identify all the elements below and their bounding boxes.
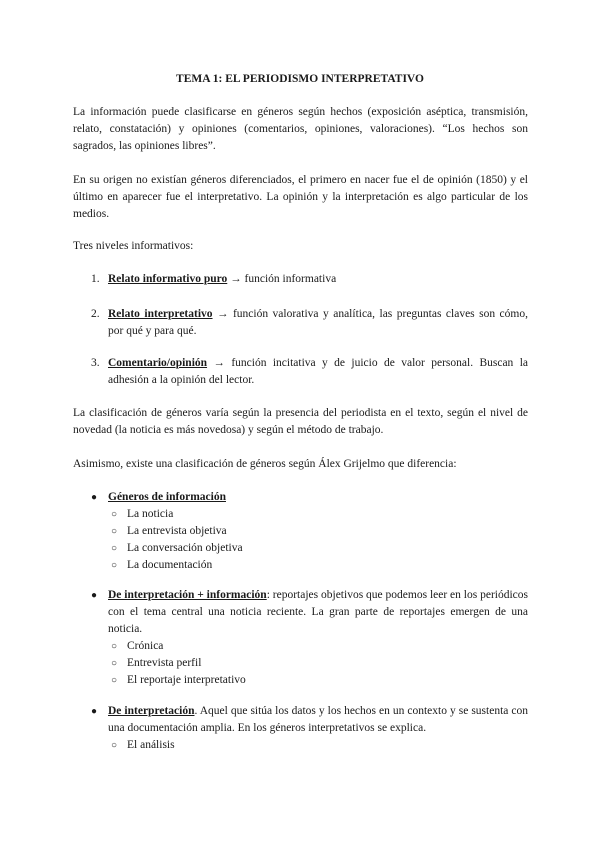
- level-label: Relato informativo puro: [108, 273, 228, 285]
- level-number: 2.: [91, 308, 100, 320]
- level-item-3: [91, 355, 528, 389]
- level-number: 3.: [91, 357, 100, 369]
- list-item: ○ La entrevista objetiva: [108, 523, 528, 540]
- classification-paragraph: La clasificación de géneros varía según la presencia del periodista en el texto, según el nivel de novedad (la noticia es más novedosa) y según el método de trabajo.: [73, 407, 528, 436]
- level-number: 1.: [91, 273, 100, 285]
- list-item: ○ La conversación objetiva: [108, 540, 528, 557]
- genre-label: De interpretación + información: [108, 589, 267, 601]
- bullet-icon: ●: [91, 492, 98, 503]
- circle-bullet-icon: ○: [111, 509, 118, 520]
- list-item: ○ La noticia: [108, 506, 528, 523]
- genre-sublist: [108, 638, 528, 689]
- intro-paragraph: La información puede clasificarse en géneros según hechos (exposición aséptica, transmisión, relato, constatación) y opiniones (comentarios, opiniones, valoraciones). “Los hechos son sagrados, las opiniones libres”.: [73, 106, 528, 152]
- genre-item-interpretation: [91, 703, 528, 766]
- circle-bullet-icon: ○: [111, 560, 118, 571]
- origin-paragraph: En su origen no existían géneros diferenciados, el primero en nacer fue el de opinión (1850) y el último en aparecer fue el interpretativo. La opinión y la interpretación es algo particular de los medios.: [73, 174, 528, 220]
- level-label: Relato interpretativo: [108, 308, 213, 320]
- list-item: ○ La documentación: [108, 557, 528, 574]
- level-text: → función informativa: [227, 273, 337, 285]
- circle-bullet-icon: ○: [111, 658, 118, 669]
- genre-item-interpretation-information: [91, 587, 528, 701]
- level-text: → función valorativa y analítica, las preguntas claves son cómo, por qué y para qué.: [108, 308, 528, 337]
- circle-bullet-icon: ○: [111, 543, 118, 554]
- list-item: ○ Entrevista perfil: [108, 655, 528, 672]
- genre-label: De interpretación: [108, 705, 195, 717]
- circle-bullet-icon: ○: [111, 740, 118, 751]
- list-item: ○ El reportaje interpretativo: [108, 672, 528, 689]
- genre-item-information: [91, 489, 528, 586]
- level-label: Comentario/opinión: [108, 357, 208, 369]
- level-item-2: [91, 306, 528, 340]
- levels-intro: Tres niveles informativos:: [73, 240, 194, 252]
- circle-bullet-icon: ○: [111, 526, 118, 537]
- grijelmo-paragraph: Asimismo, existe una clasificación de géneros según Álex Grijelmo que diferencia:: [73, 458, 457, 470]
- list-item: ○ El análisis: [108, 737, 528, 754]
- level-text: → función incitativa y de juicio de valor personal. Buscan la adhesión a la opinión del lector.: [108, 357, 528, 386]
- level-item-1: [91, 271, 528, 288]
- circle-bullet-icon: ○: [111, 675, 118, 686]
- genre-label: Géneros de información: [108, 491, 226, 503]
- bullet-icon: ●: [91, 590, 98, 601]
- genre-text: : reportajes objetivos que podemos leer en los periódicos con el tema central una noticia reciente. La gran parte de reportajes emergen de una noticia.: [108, 589, 529, 635]
- circle-bullet-icon: ○: [111, 641, 118, 652]
- genre-text: . Aquel que sitúa los datos y los hechos en un contexto y se sustenta con una documentación amplia. En los géneros interpretativos se explica.: [108, 705, 528, 734]
- list-item: ○ Crónica: [108, 638, 528, 655]
- genre-sublist: [108, 506, 528, 574]
- document-title: TEMA 1: EL PERIODISMO INTERPRETATIVO: [176, 73, 424, 85]
- bullet-icon: ●: [91, 706, 98, 717]
- genre-sublist: [108, 737, 528, 754]
